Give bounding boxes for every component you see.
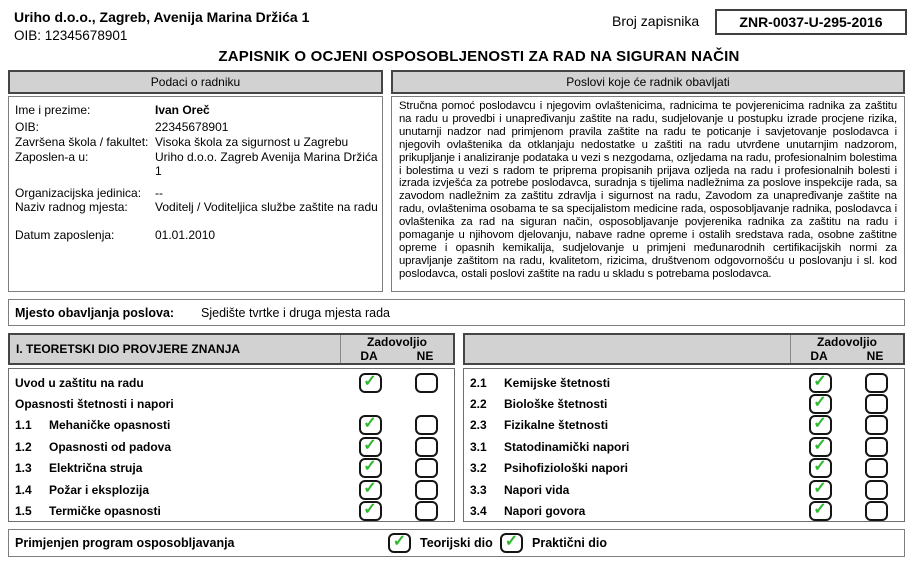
checkbox-da[interactable] [809,394,832,414]
hazards-table-header [463,333,905,365]
ne-cell [398,458,454,478]
field-value: Uriho d.o.o. Zagreb Avenija Marina Držića 1 [155,150,378,178]
satisfied-header [340,335,453,363]
checkbox-da[interactable] [809,415,832,435]
row-label: Biološke štetnosti [504,397,608,412]
record-number-box: ZNR-0037-U-295-2016 [715,9,907,35]
da-label: DA [360,348,378,363]
ne-label: NE [866,348,884,363]
da-ne-labels [341,349,453,363]
field-label: Završena škola / fakultet: [15,135,149,149]
table-row [9,415,454,436]
checkbox-ne[interactable] [865,373,888,393]
field-value: Ivan Oreč [155,103,210,117]
da-cell [792,394,848,414]
ne-cell [398,373,454,393]
ne-cell [398,501,454,521]
theory-part-label: Teorijski dio [420,536,493,550]
da-cell [792,458,848,478]
table-row [464,372,904,393]
theory-table-header [8,333,455,365]
ne-cell [398,437,454,457]
field-value: 01.01.2010 [155,228,216,242]
row-number: 3.2 [470,461,487,476]
row-label: Opasnosti od padova [49,439,172,454]
work-location-value: Sjedište tvrtke i druga mjesta rada [201,305,390,320]
page-title: ZAPISNIK O OCJENI OSPOSOBLJENOSTI ZA RAD NA SIGURAN NAČIN [218,48,740,65]
table-row [9,458,454,479]
da-cell [792,480,848,500]
row-number: 2.3 [470,418,487,433]
row-number: 3.4 [470,504,487,519]
ne-cell [848,437,904,457]
ne-cell [848,501,904,521]
da-cell [792,373,848,393]
row-label: Električna struja [49,461,143,476]
checkbox-da[interactable] [359,480,382,500]
row-label: Termičke opasnosti [49,504,161,519]
checkbox-da[interactable] [809,501,832,521]
table-row [9,500,454,521]
checkbox-ne[interactable] [415,501,438,521]
da-ne-labels [791,349,903,363]
checkbox-ne[interactable] [865,415,888,435]
checkbox-ne[interactable] [865,458,888,478]
satisfied-label: Zadovoljio [817,334,877,349]
field-value: 22345678901 [155,120,229,134]
row-label: Uvod u zaštitu na radu [15,375,144,390]
field-label: Naziv radnog mjesta: [15,200,128,214]
field-label: Organizacijska jedinica: [15,186,142,200]
checkbox-da[interactable] [809,437,832,457]
row-number: 1.5 [15,504,32,519]
da-cell [792,415,848,435]
worker-panel [8,96,383,292]
field-row-org-unit [15,186,382,200]
checkbox-ne[interactable] [865,437,888,457]
da-cell [342,458,398,478]
table-row [9,436,454,457]
table-row [9,393,454,414]
checkbox-da[interactable] [359,458,382,478]
field-row-school [15,135,382,149]
row-label: Psihofiziološki napori [504,461,629,476]
checkbox-da[interactable] [359,373,382,393]
da-cell [792,437,848,457]
row-label: Požar i eksplozija [49,482,150,497]
field-value: Visoka škola za sigurnost u Zagrebu [155,135,349,149]
hazards-table-title [465,335,790,363]
field-value: -- [155,186,163,200]
checkbox-ne[interactable] [415,373,438,393]
da-cell [342,501,398,521]
checkbox-da[interactable] [359,437,382,457]
checkbox-ne[interactable] [415,480,438,500]
table-row [464,415,904,436]
da-cell [792,501,848,521]
ne-cell [848,394,904,414]
row-label: Fizikalne štetnosti [504,418,609,433]
work-location-label: Mjesto obavljanja poslova: [15,305,175,320]
work-location-row [8,299,905,326]
field-row-oib [15,120,382,134]
ne-cell [848,480,904,500]
training-program-label: Primjenjen program osposobljavanja [15,536,235,550]
table-row [464,479,904,500]
table-row [464,500,904,521]
row-number: 1.3 [15,461,32,476]
da-cell [342,373,398,393]
hazards-table [463,368,905,522]
checkbox-ne[interactable] [865,394,888,414]
table-row [9,372,454,393]
da-cell [342,437,398,457]
field-row-employer [15,150,382,178]
row-label: Opasnosti štetnosti i napori [15,397,174,412]
checkbox-ne[interactable] [415,415,438,435]
row-number: 3.3 [470,482,487,497]
table-row [464,458,904,479]
checkbox-ne[interactable] [415,458,438,478]
row-number: 1.1 [15,418,32,433]
da-label: DA [810,348,828,363]
ne-cell [848,373,904,393]
checkbox-ne[interactable] [415,437,438,457]
field-row-job-title [15,200,382,214]
row-label: Napori vida [504,482,570,497]
jobs-panel-header: Poslovi koje će radnik obavljati [391,70,905,94]
field-label: OIB: [15,120,40,134]
row-number: 2.2 [470,397,487,412]
row-number: 3.1 [470,439,487,454]
record-number-label: Broj zapisnika [612,13,700,29]
checkbox-da[interactable] [359,501,382,521]
checkbox-theory[interactable] [388,533,411,553]
row-number: 1.2 [15,439,32,454]
checkbox-da[interactable] [809,458,832,478]
da-cell [342,415,398,435]
checkbox-ne[interactable] [865,480,888,500]
checkbox-ne[interactable] [865,501,888,521]
field-label: Ime i prezime: [15,103,91,117]
checkbox-da[interactable] [359,415,382,435]
field-label: Datum zaposlenja: [15,228,115,242]
satisfied-label: Zadovoljio [367,334,427,349]
table-row [9,479,454,500]
worker-panel-header: Podaci o radniku [8,70,383,94]
company-oib: OIB: 12345678901 [14,28,128,43]
table-row [464,393,904,414]
field-row-hire-date [15,228,382,242]
row-label: Napori govora [504,504,586,519]
row-number: 1.4 [15,482,32,497]
practical-part-label: Praktični dio [532,536,608,550]
checkbox-practical[interactable] [500,533,523,553]
checkbox-da[interactable] [809,373,832,393]
table-row [464,436,904,457]
row-number: 2.1 [470,375,487,390]
ne-label: NE [416,348,434,363]
da-cell [342,480,398,500]
satisfied-header [790,335,903,363]
field-label: Zaposlen-a u: [15,150,89,164]
row-label: Kemijske štetnosti [504,375,611,390]
field-row-name [15,103,382,117]
training-program-row [8,529,905,557]
theory-table [8,368,455,522]
theory-table-title: I. TEORETSKI DIO PROVJERE ZNANJA [16,342,241,356]
row-label: Statodinamički napori [504,439,630,454]
company-name: Uriho d.o.o., Zagreb, Avenija Marina Držića 1 [14,9,310,25]
ne-cell [398,415,454,435]
checkbox-da[interactable] [809,480,832,500]
field-value: Voditelj / Voditeljica službe zaštite na radu [155,200,378,214]
ne-cell [848,415,904,435]
jobs-description: Stručna pomoć poslodavcu i njegovim ovlaštenicima, radnicima te povjerenicima radnika za zaštitu na radu u provedbi i unapređivanju zaštite na radu, sudjelovanje u postupku izrade procjene rizika, unutarnji nadzor nad primjenom pravila zaštite na radu te poticanje i savjetovanje poslodavca i njegovih ovlaštenika da otklanjaju nedostatke u zaštiti na radu utvrđene unutarnjim nadzorom, prikupljanje i analiziranje podataka u vezi s nezgodama, ozljedama na radu, profesionalnim bolestima i bolestima u vezi s radom te priprema propisanih prijava ozljeda na radu i profesionalnih bolesti i izrada izvješća za potrebe poslodavca, suradnja s tijelima nadležnima za poslove inspekcije rada, sa zavodom nadležnim za zaštitu zdravlja i sigurnost na radu, Zavodom za unapređivanje zaštite na radu, ovlaštenima osobama te sa specijalistom medicine rada, osposobljavanje radnika, poslodavca i ovlaštenika za rad na siguran način, osposobljavanje povjerenika radnika za zaštitu na radu i pomaganje u njihovom djelovanju, nabave radne opreme i ostalih sredstava rada, osobne zaštitne opreme i opasnih kemikalija, sudjelovanje u primjeni međunarodnih certifikacijskih normi za upravljanje zaštitom na radu, kvalitetom, rizicima, društvenom odgovornošću u poslovanju i sl. kod poslodavca, ostali poslovi zaštite na radu u skladu s potrebama poslodavca. [391,96,905,292]
ne-cell [398,480,454,500]
ne-cell [848,458,904,478]
row-label: Mehaničke opasnosti [49,418,171,433]
